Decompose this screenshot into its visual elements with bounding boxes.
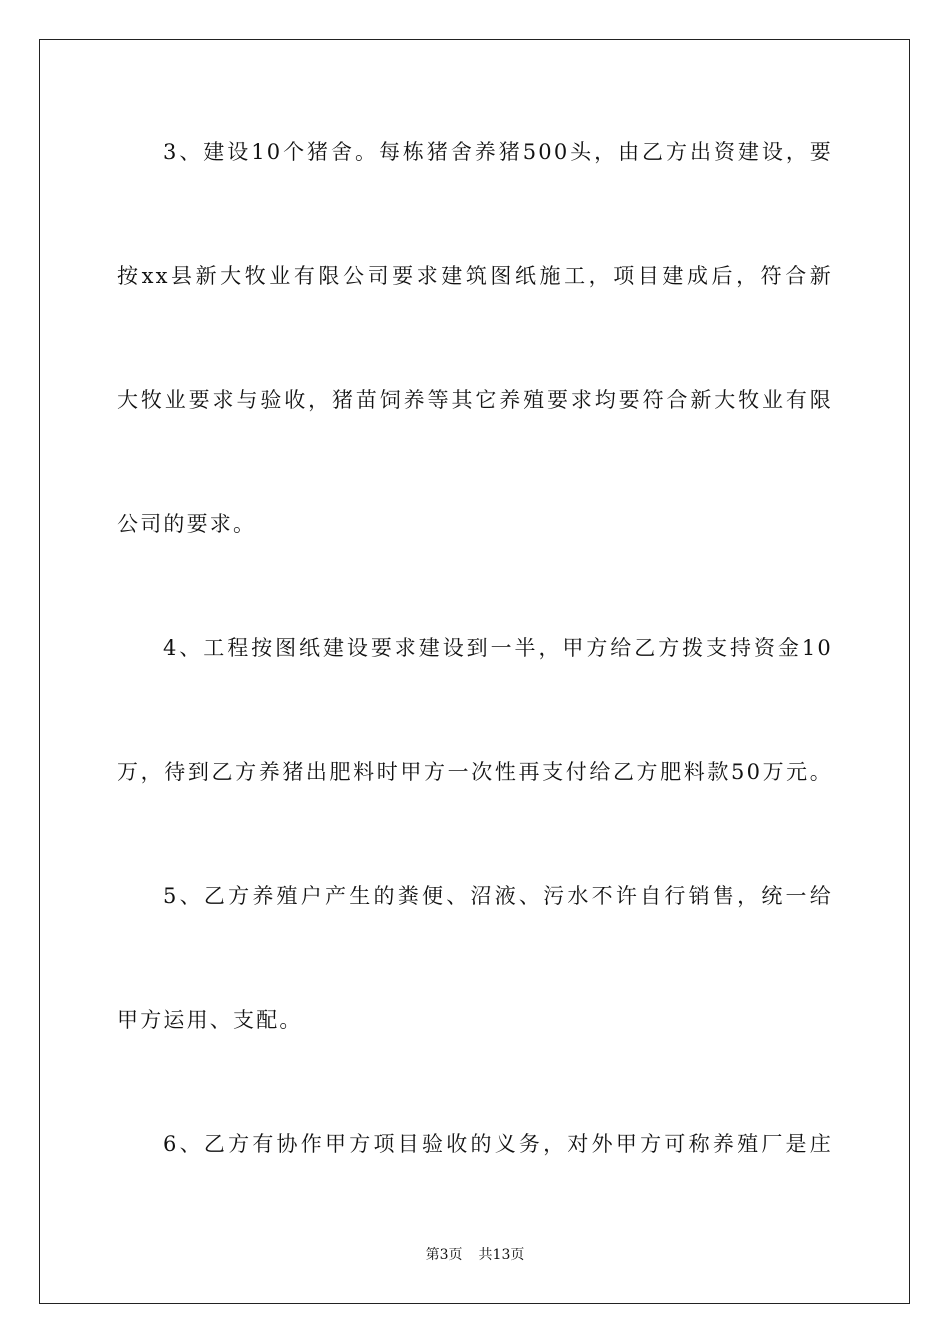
page-footer bbox=[0, 1245, 950, 1265]
page-total: 共13页 bbox=[478, 1247, 525, 1263]
paragraph-4-line-2: 万，待到乙方养猪出肥料时甲方一次性再支付给乙方肥料款50万元。 bbox=[117, 760, 833, 784]
paragraph-5-line-1: 5、乙方养殖户产生的粪便、沼液、污水不许自行销售，统一给 bbox=[163, 884, 833, 908]
paragraph-5-line-2: 甲方运用、支配。 bbox=[117, 1008, 303, 1032]
paragraph-3-line-1: 3、建设10个猪舍。每栋猪舍养猪500头，由乙方出资建设，要 bbox=[163, 140, 833, 164]
page-number: 第3页 bbox=[425, 1247, 463, 1263]
paragraph-3-line-2: 按xx县新大牧业有限公司要求建筑图纸施工，项目建成后，符合新 bbox=[117, 264, 833, 288]
paragraph-6-line-1: 6、乙方有协作甲方项目验收的义务，对外甲方可称养殖厂是庄 bbox=[163, 1132, 833, 1156]
paragraph-3-line-3: 大牧业要求与验收，猪苗饲养等其它养殖要求均要符合新大牧业有限 bbox=[117, 388, 833, 412]
paragraph-3-line-4: 公司的要求。 bbox=[117, 512, 257, 536]
paragraph-4-line-1: 4、工程按图纸建设要求建设到一半，甲方给乙方拨支持资金10 bbox=[163, 636, 833, 660]
page-border bbox=[39, 39, 910, 1304]
